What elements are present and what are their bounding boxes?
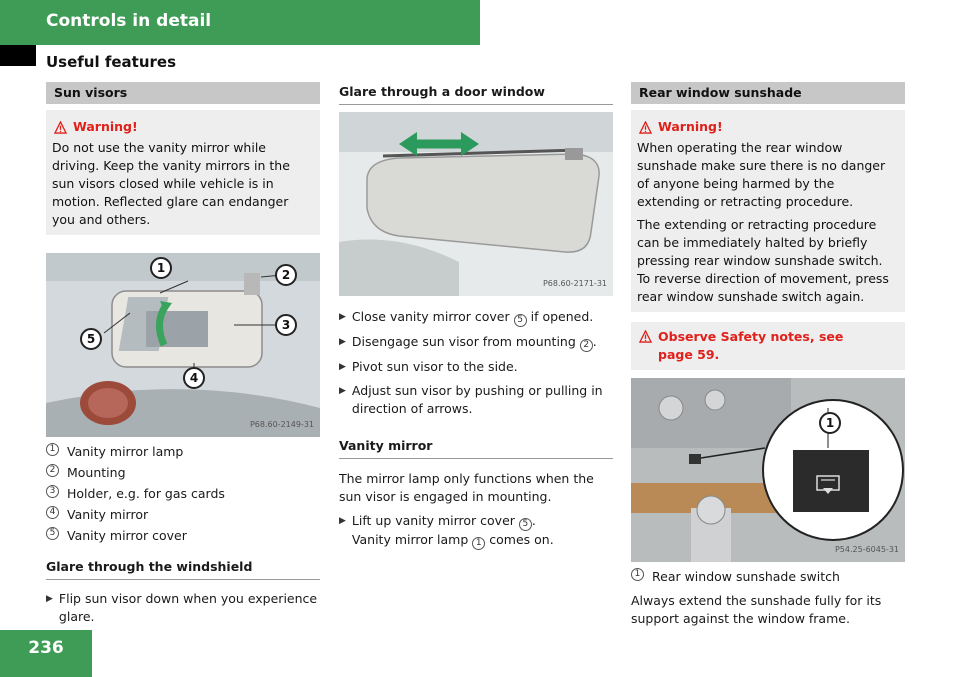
warning-text: Do not use the vanity mirror while driving. Keep the vanity mirrors in the sun visors closed while vehicle is in motion. Reflected glare can endanger you and others. bbox=[52, 140, 290, 227]
chapter-title: Controls in detail bbox=[46, 11, 212, 31]
warning-header bbox=[637, 118, 899, 136]
right-column bbox=[631, 82, 905, 628]
legend-text: Mounting bbox=[67, 465, 126, 480]
warning-triangle-icon bbox=[639, 121, 652, 134]
warning-label: Warning! bbox=[658, 119, 723, 134]
left-column bbox=[46, 82, 320, 626]
header-marker bbox=[0, 45, 36, 66]
bullet-item bbox=[339, 382, 613, 418]
vanity-mirror-text: The mirror lamp only functions when the sun visor is engaged in mounting. bbox=[339, 471, 594, 504]
bullet-text: Lift up vanity mirror cover bbox=[351, 513, 515, 528]
arrow-right-icon: ▶ bbox=[339, 362, 346, 372]
callout-2: 2 bbox=[275, 264, 297, 286]
door-window-illustration bbox=[339, 112, 613, 296]
bullet-text: Vanity mirror lamp bbox=[351, 532, 469, 547]
warning-text: The extending or retracting procedure can be immediately halted by briefly pressing rear window sunshade switch. To reverse direction of movement, press rear window sunshade switch again. bbox=[637, 217, 889, 304]
legend-text: Vanity mirror cover bbox=[67, 528, 187, 543]
legend-number: 3 bbox=[46, 485, 59, 498]
sun-visor-diagram bbox=[46, 253, 320, 437]
legend-item bbox=[46, 527, 320, 545]
legend-number: 1 bbox=[631, 568, 644, 581]
warning-box bbox=[631, 110, 905, 312]
legend-number: 5 bbox=[46, 527, 59, 540]
legend-text: Vanity mirror bbox=[67, 507, 149, 522]
legend-text: Rear window sunshade switch bbox=[652, 569, 840, 584]
arrow-right-icon: ▶ bbox=[46, 594, 53, 604]
callout-1: 1 bbox=[819, 412, 841, 434]
arrow-right-icon: ▶ bbox=[339, 516, 346, 526]
legend-list bbox=[46, 443, 320, 545]
ref-number: 2 bbox=[580, 339, 593, 352]
sunshade-text: Always extend the sunshade fully for its support against the window frame. bbox=[631, 593, 882, 626]
safety-note-text: Observe Safety notes, see page 59. bbox=[658, 329, 844, 362]
bullet-text: Pivot sun visor to the side. bbox=[351, 359, 518, 374]
safety-note-header bbox=[637, 328, 899, 364]
door-window-steps bbox=[339, 308, 613, 418]
page-number: 236 bbox=[28, 638, 64, 658]
ref-number: 1 bbox=[472, 537, 485, 550]
warning-header bbox=[52, 118, 314, 136]
bullet-text: Flip sun visor down when you experience glare. bbox=[58, 591, 318, 624]
callout-1: 1 bbox=[150, 257, 172, 279]
safety-note-box bbox=[631, 322, 905, 370]
ref-number: 5 bbox=[519, 518, 532, 531]
legend-item bbox=[46, 464, 320, 482]
warning-triangle-icon bbox=[54, 121, 67, 134]
image-code: P54.25-6045-31 bbox=[834, 545, 899, 554]
bullet-item bbox=[46, 590, 320, 626]
windshield-heading: Glare through the windshield bbox=[46, 558, 320, 580]
door-window-diagram bbox=[339, 112, 613, 296]
warning-box bbox=[46, 110, 320, 235]
bullet-item bbox=[339, 308, 613, 327]
legend-item bbox=[46, 443, 320, 461]
bullet-text: . bbox=[592, 334, 597, 349]
bullet-text: if opened. bbox=[530, 309, 594, 324]
image-code: P68.60-2171-31 bbox=[542, 279, 607, 288]
legend-text: Holder, e.g. for gas cards bbox=[67, 486, 225, 501]
warning-label: Warning! bbox=[73, 119, 138, 134]
image-code: P68.60-2149-31 bbox=[249, 420, 314, 429]
legend-number: 1 bbox=[46, 443, 59, 456]
vanity-mirror-heading: Vanity mirror bbox=[339, 437, 613, 459]
rear-sunshade-heading: Rear window sunshade bbox=[631, 82, 905, 104]
arrow-right-icon: ▶ bbox=[339, 312, 346, 322]
legend-item bbox=[46, 506, 320, 524]
legend-number: 4 bbox=[46, 506, 59, 519]
section-subtitle: Useful features bbox=[46, 53, 177, 71]
bullet-text: Disengage sun visor from mounting bbox=[351, 334, 576, 349]
warning-text: When operating the rear window sunshade make sure there is no danger of anyone being harmed by the extending or retracting procedure. bbox=[637, 140, 886, 209]
bullet-item bbox=[339, 333, 613, 352]
sunshade-switch-illustration bbox=[631, 378, 905, 562]
ref-number: 5 bbox=[514, 314, 527, 327]
sun-visors-heading: Sun visors bbox=[46, 82, 320, 104]
legend-number: 2 bbox=[46, 464, 59, 477]
bullet-text: comes on. bbox=[489, 532, 554, 547]
legend-item bbox=[46, 485, 320, 503]
legend-text: Vanity mirror lamp bbox=[67, 444, 184, 459]
arrow-right-icon: ▶ bbox=[339, 386, 346, 396]
bullet-text: Close vanity mirror cover bbox=[351, 309, 510, 324]
arrow-right-icon: ▶ bbox=[339, 337, 346, 347]
bullet-text: Adjust sun visor by pushing or pulling in direction of arrows. bbox=[351, 383, 603, 416]
door-window-heading: Glare through a door window bbox=[339, 82, 613, 105]
warning-triangle-icon bbox=[639, 330, 652, 343]
bullet-item bbox=[339, 358, 613, 376]
callout-5: 5 bbox=[80, 328, 102, 350]
sunshade-switch-diagram bbox=[631, 378, 905, 562]
bullet-text: . bbox=[531, 513, 536, 528]
legend-item bbox=[631, 568, 905, 586]
callout-3: 3 bbox=[275, 314, 297, 336]
bullet-item bbox=[339, 512, 613, 550]
middle-column bbox=[339, 82, 613, 550]
callout-4: 4 bbox=[183, 367, 205, 389]
